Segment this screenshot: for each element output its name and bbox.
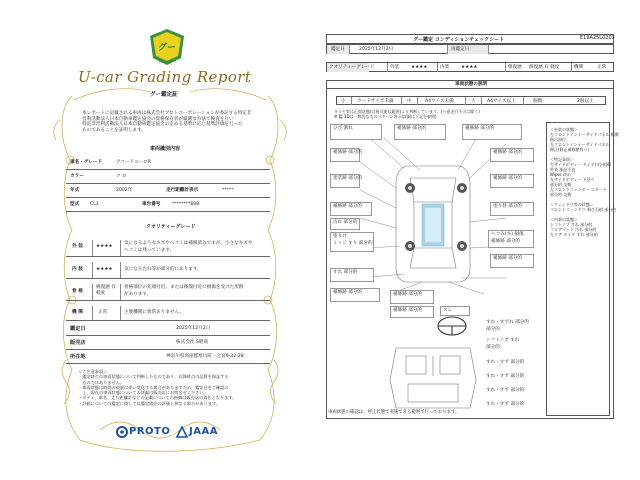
grade-frame-row: 骨 格 修復歴 有 軽度 骨格部位の先端付近、または後端付近に損傷を受けた形跡 があります。	[66, 284, 270, 300]
panel-notes: タイヤ等は正面状態(目視可能な範囲)より判断しています。(公道走行不可は除く) ※ 鑑 3Dは一般的なものパターン表示(詳細は下記を参照)	[334, 109, 480, 119]
callout: ひび 割れ	[330, 124, 382, 140]
callout: 塗装跡 部分的	[330, 174, 360, 188]
bottom-note: 車両状態の確認は、停止状態で実施できる範囲で行っております。	[328, 410, 460, 415]
section-car-heading: 車両識別内容	[150, 146, 181, 152]
section-grade-heading: クオリティーグレード	[146, 224, 196, 230]
cert-notes: ＜ご注意事項＞ ・鑑定時点の車両状態について判断したものであり、以降時点の品質を保証する ものではありません。 ・車両状態は時間の経過に伴い変化する場合がありますため、鑑定日をご確認の 上、現在の車両状態についての詳細は販売店にお問合せください。 ・ボディ、車名、走行距離計などの記載についての指摘は販売店の責任となります。 ・評価についての鑑定に関しては鑑定協会の評価と異なる場合があります。	[78, 369, 237, 406]
callout: 補修跡 部分的	[390, 306, 434, 318]
cert-subtitle: グー鑑定証	[150, 92, 178, 98]
condition-notes: ＜外装の状態＞ 左フロントインナーサイドパネル 損傷 指示部位 左フロントインナーサイドパネル 修正(修正補修歴有り) ＜特記事項＞ 左サイドボディー タイヤ(キ) 損傷 外装 部品手直 Wiper 改め 左サイドボディー 下回り 部分的 交換 左フロントフェンダー スカート 部分的 交換 ＜ウィンドウ等の状態＞ フロントウィンドウ 飛び石痕 部分的 ＜内装の状態＞ シフトノブ すれ 部分的 フロアマット 汚れ 部分的 左リア タイヤ すれ 部分的	[546, 122, 610, 416]
callout: 汚れ 部分的	[330, 218, 360, 230]
callout: 補修跡 部分的	[330, 148, 360, 162]
callout: 補修跡 部分的	[394, 124, 446, 140]
callout: ヘコみ(キ) 損傷 補修跡 部分的	[488, 230, 534, 248]
grade-mech-row: 機 関 正常 主要機関に異常ありません。	[66, 306, 270, 320]
svg-text:グー: グー	[157, 43, 177, 53]
callout: スレ	[440, 306, 470, 316]
callout: 塗り替 部分的	[490, 202, 534, 216]
callout: 補修跡 部分的	[490, 254, 534, 268]
callout: すれ 部分的	[330, 268, 374, 282]
doc-id: E19A25L0203	[580, 35, 615, 41]
script-title: U-car Grading Report	[78, 68, 252, 86]
checksheet-header: グー鑑定 コンディションチェックシート	[326, 34, 614, 44]
callout: 補修跡 部分的	[330, 202, 372, 216]
cert-intro: 本レポートに記載される車両は株式会社プロトコーポレーションが委託する特定非 営利活動法人日本自動車鑑定協会の資格保有者が厳選な方法で検査を行い 特定非営利活動法人日本自動車鑑定協会の定める基準に応じ基準評価を行った ものであることを証明します。	[82, 111, 252, 134]
callout: 塗りけ ミッジ すり 部分的	[330, 232, 374, 252]
panel-title: 車両状態の説明	[326, 80, 614, 89]
grade-ext-row: 外 装 ★★★★ 気になるようなキズやヘコミは補修済みですが、小さなキズや ヘコミは残っています。	[66, 240, 270, 256]
callout: 補修跡 部分的	[490, 174, 534, 188]
date-row: 鑑定日 2025年12月2日 再鑑定日	[326, 44, 614, 54]
callout: 補修跡 部分的	[330, 288, 380, 302]
callout: 補修跡 部分的	[390, 290, 434, 304]
callout: 補修跡 部分的	[462, 124, 522, 140]
logo-caption: グー鑑定	[157, 60, 173, 65]
callout: 補修跡 部分的	[490, 148, 534, 162]
interior-callouts: すれ・すずれ 部分的 部分的 シフトノブ すれ 部分的 すれ・すず 部分的 すれ・すず 部分的 すれ・すず 部分的 すれ・すず 部分的	[486, 320, 529, 407]
size-legend: 小 カードサイズ未満 中 A4サイズ未満 大 A4サイズ以上 個数 2個以上	[336, 96, 606, 105]
grade-int-row: 内 装 ★★★★ 気になる汚れ等が部分的にあります。	[66, 262, 270, 278]
certificate: グー グー鑑定 U-car Grading Report グー鑑定証 本レポートに記載される車両は株式会社プロトコーポレーションが委託する特定非 営利活動法人日本自動車鑑定協会の資格保有者が厳選な方法で検査を行い 特定非営利活動法人日本自動車鑑定協会の定める基準に応じ基準評価を行った ものであることを証明します。 車両識別内容 車名・グレード アコードユーロR カラー ク ロ 年式 2002年 走行距離計表示 ***** 型式 CL1 車台番号 ********698 クオリティーグレード 外 装 ★★★★ 気になるようなキズやヘコミは補修済みですが、小さなキズや ヘコミは残っています。 内 装 ★★★★ 気になる汚れ等が部分的にあります。 骨 格 修復歴 有 軽度 骨格部位の先端付近、または後端付近に損傷を受けた形跡 があります。 機 関 正常 主要機関に異常ありません。 鑑定日 2025年12月2日 販売店 株式会社 S昭商 所在地 神奈川県高座郡寒川町一之宮9-32-28 ＜ご注意事項＞ ・鑑定時点の車両状態について判断したものであり、以降時点の品質を保証する ものではありません。 ・車両状態は時間の経過に伴い変化する場合がありますため、鑑定日をご確認の 上、現在の車両状態についての詳細は販売店にお問合せください。 ・ボディ、車名、走行距離計などの記載についての指摘は販売店の責任となります。 ・評価についての鑑定に関しては鑑定協会の評価と異なる場合があります。 PROTO JAAA	[0, 0, 320, 480]
grade-row: クオリティーグレード 外装 ★★★★ 内装 ★★★★ 修復歴 修復歴 有 軽度 機関 正常	[326, 62, 614, 72]
panel-frame	[326, 89, 614, 419]
